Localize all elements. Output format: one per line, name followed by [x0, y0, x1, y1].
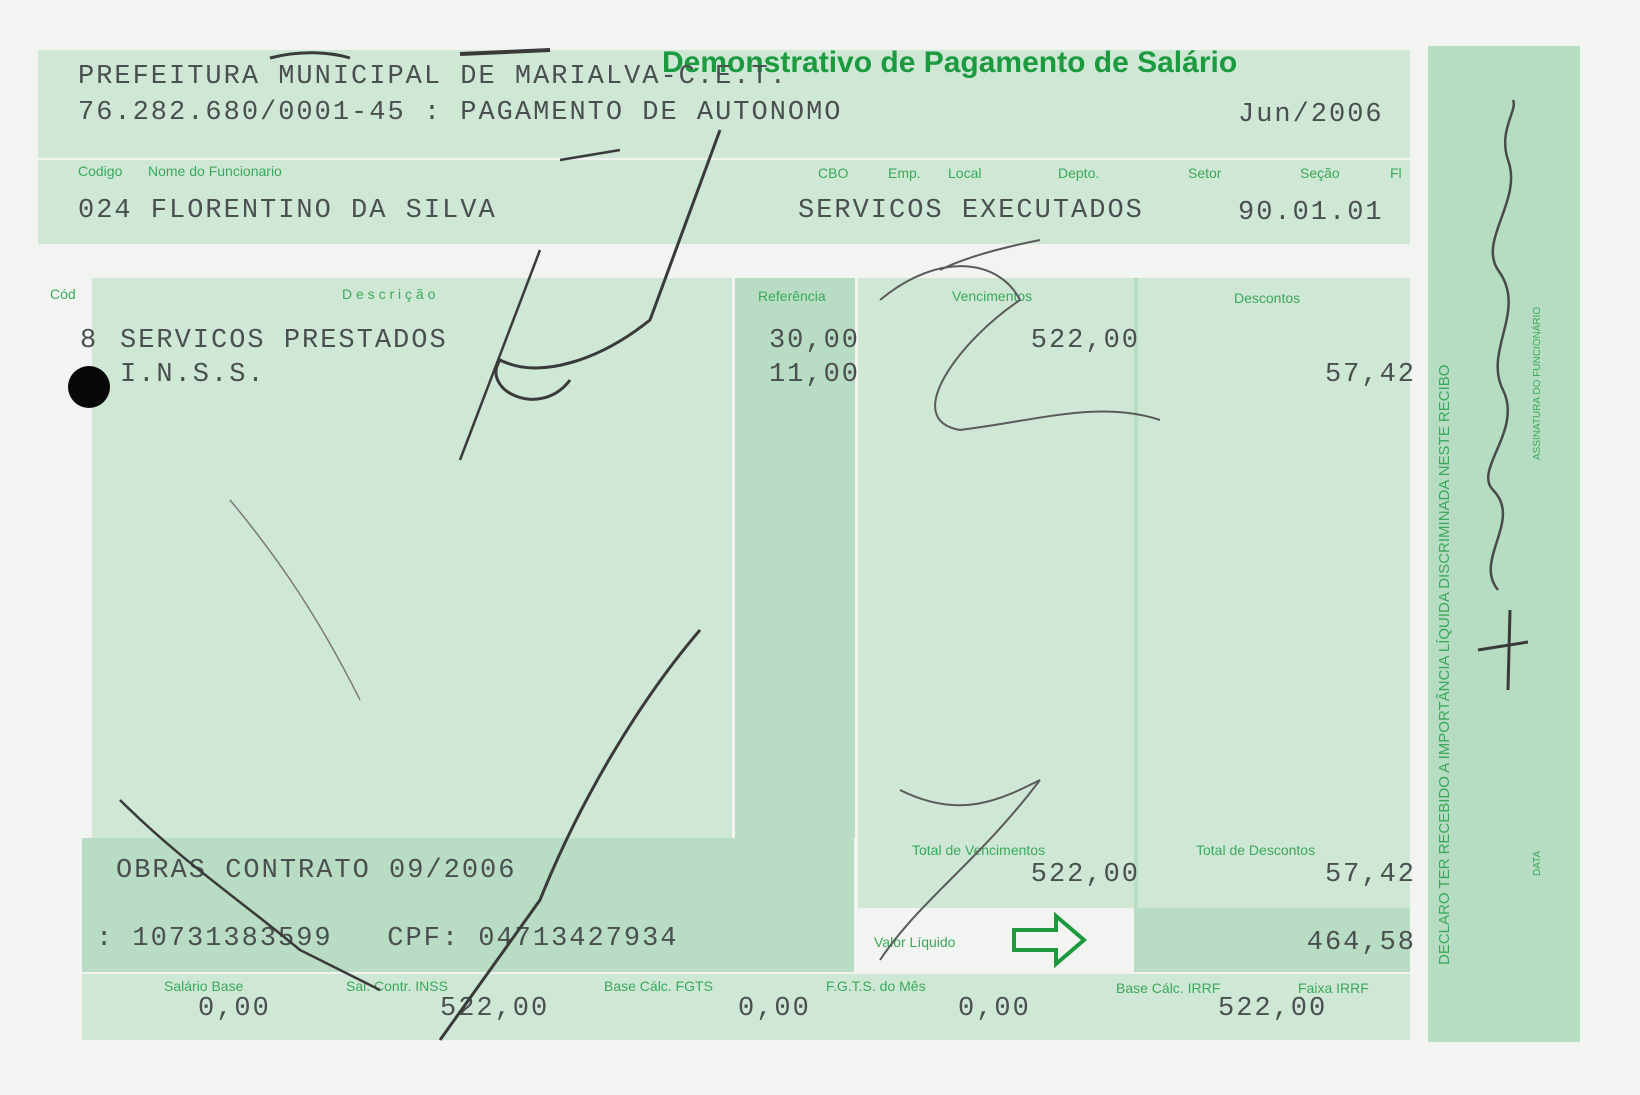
- employee-line: 024 FLORENTINO DA SILVA: [78, 196, 497, 226]
- label-depto: Depto.: [1058, 165, 1100, 181]
- row-2-descontos: 57,42: [1324, 360, 1416, 390]
- header-referencia: Referência: [758, 288, 826, 304]
- label-fl: Fl: [1390, 165, 1402, 181]
- header-vencimentos: Vencimentos: [952, 288, 1033, 304]
- arrow-right-icon: [1012, 912, 1088, 968]
- label-local: Local: [948, 165, 982, 181]
- employee-signature: [1468, 90, 1538, 710]
- header-descontos: Descontos: [1234, 290, 1301, 306]
- base-value-2: 522,00: [440, 994, 550, 1024]
- total-vencimentos-label: Total de Vencimentos: [912, 842, 1046, 858]
- row-2-descricao: I.N.S.S.: [120, 360, 266, 390]
- valor-liquido: 464,58: [1306, 928, 1416, 958]
- base-value-1: 0,00: [198, 994, 271, 1024]
- header-cod: Cód: [50, 286, 76, 302]
- label-codigo: Codigo: [78, 163, 123, 179]
- base-label-5: Base Cálc. IRRF: [1116, 980, 1221, 996]
- employee-section: 90.01.01: [1238, 198, 1384, 228]
- base-label-1: Salário Base: [164, 978, 244, 994]
- base-value-3: 0,00: [738, 994, 811, 1024]
- row-1-vencimentos: 522,00: [1030, 326, 1140, 356]
- employer-name: PREFEITURA MUNICIPAL DE MARIALVA-C.E.T.: [78, 62, 788, 92]
- base-value-5: 522,00: [1218, 994, 1328, 1024]
- valor-liquido-label: Valor Líquido: [874, 934, 956, 950]
- col-vencimentos: [858, 278, 1134, 908]
- base-label-6: Faixa IRRF: [1298, 980, 1369, 996]
- row-2-referencia: 11,00: [768, 360, 860, 390]
- declaration-text: DECLARO TER RECEBIDO A IMPORTÂNCIA LÍQUIDA DISCRIMINADA NESTE RECIBO: [1436, 364, 1453, 965]
- cnpj-line: 76.282.680/0001-45 : PAGAMENTO DE AUTONOMO: [78, 98, 843, 128]
- header-descricao: D e s c r i ç ã o: [342, 286, 436, 302]
- col-sep-desc: [1134, 278, 1138, 908]
- employee-department: SERVICOS EXECUTADOS: [798, 196, 1144, 226]
- pis-cpf-line: : 10731383599 CPF: 04713427934: [96, 924, 679, 954]
- total-descontos: 57,42: [1324, 860, 1416, 890]
- base-label-2: Sal. Contr. INSS: [346, 978, 448, 994]
- date-label: DATA: [1532, 850, 1543, 876]
- base-label-4: F.G.T.S. do Mês: [826, 978, 926, 994]
- observation: OBRAS CONTRATO 09/2006: [116, 856, 517, 886]
- total-descontos-label: Total de Descontos: [1196, 842, 1316, 858]
- punch-hole: [68, 366, 110, 408]
- base-label-3: Base Cálc. FGTS: [604, 978, 713, 994]
- period: Jun/2006: [1238, 100, 1384, 130]
- total-vencimentos: 522,00: [1030, 860, 1140, 890]
- base-value-4: 0,00: [958, 994, 1031, 1024]
- row-1-descricao: SERVICOS PRESTADOS: [120, 326, 448, 356]
- label-setor: Setor: [1188, 165, 1222, 181]
- label-nome: Nome do Funcionario: [148, 163, 282, 179]
- row-1-referencia: 30,00: [768, 326, 860, 356]
- label-cbo: CBO: [818, 165, 849, 181]
- label-emp: Emp.: [888, 165, 921, 181]
- document-title: Demonstrativo de Pagamento de Salário: [662, 46, 1238, 79]
- row-1-cod: 8: [80, 326, 99, 356]
- signature-label: ASSINATURA DO FUNCIONÁRIO: [1532, 306, 1543, 460]
- label-secao: Seção: [1300, 165, 1340, 181]
